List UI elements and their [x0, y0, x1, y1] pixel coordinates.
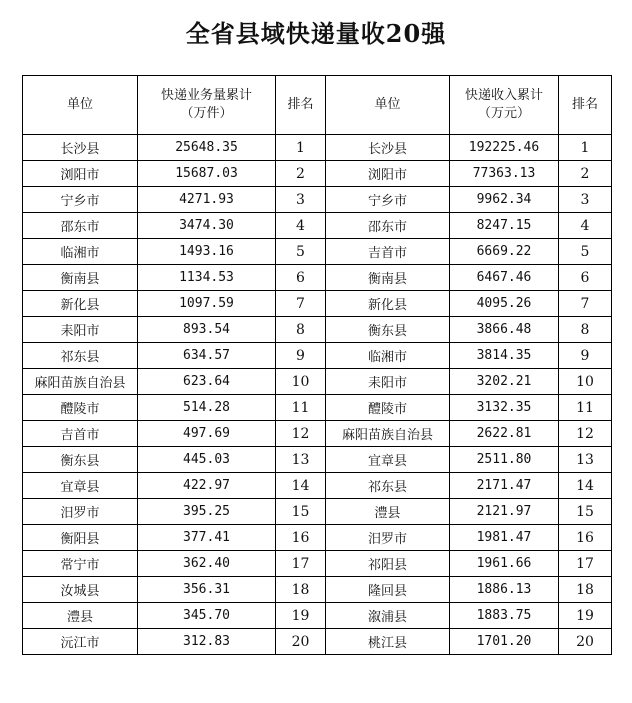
- volume-unit-cell: 临湘市: [23, 239, 138, 265]
- revenue-rank-cell: 3: [559, 187, 612, 213]
- volume-value-cell: 345.70: [138, 603, 276, 629]
- header-revenue-title: 快递收入累计: [464, 88, 543, 103]
- page-title: 全省县域快递量收20强: [185, 19, 447, 48]
- volume-value-cell: 1134.53: [138, 265, 276, 291]
- table-row: [23, 551, 612, 577]
- revenue-rank-cell: 5: [559, 239, 612, 265]
- revenue-rank-cell: 14: [559, 473, 612, 499]
- revenue-value-cell: 1981.47: [450, 525, 559, 551]
- revenue-rank-cell: 16: [559, 525, 612, 551]
- revenue-unit-cell: 长沙县: [326, 135, 450, 161]
- revenue-value-cell: 192225.46: [450, 135, 559, 161]
- volume-rank-cell: 16: [276, 525, 326, 551]
- revenue-value-cell: 2171.47: [450, 473, 559, 499]
- revenue-rank-cell: 1: [559, 135, 612, 161]
- revenue-unit-cell: 醴陵市: [326, 395, 450, 421]
- volume-value-cell: 1097.59: [138, 291, 276, 317]
- table-row: [23, 291, 612, 317]
- revenue-rank-cell: 13: [559, 447, 612, 473]
- revenue-value-cell: 1886.13: [450, 577, 559, 603]
- volume-value-cell: 15687.03: [138, 161, 276, 187]
- volume-rank-cell: 17: [276, 551, 326, 577]
- revenue-value-cell: 9962.34: [450, 187, 559, 213]
- revenue-value-cell: 1883.75: [450, 603, 559, 629]
- header-unit-left: 单位: [23, 76, 138, 135]
- volume-rank-cell: 11: [276, 395, 326, 421]
- volume-value-cell: 25648.35: [138, 135, 276, 161]
- revenue-unit-cell: 吉首市: [326, 239, 450, 265]
- revenue-rank-cell: 6: [559, 265, 612, 291]
- volume-value-cell: 312.83: [138, 629, 276, 655]
- revenue-unit-cell: 溆浦县: [326, 603, 450, 629]
- volume-rank-cell: 18: [276, 577, 326, 603]
- table-row: [23, 395, 612, 421]
- volume-value-cell: 377.41: [138, 525, 276, 551]
- volume-unit-cell: 麻阳苗族自治县: [23, 369, 138, 395]
- volume-rank-cell: 2: [276, 161, 326, 187]
- revenue-unit-cell: 隆回县: [326, 577, 450, 603]
- table-row: [23, 239, 612, 265]
- volume-unit-cell: 吉首市: [23, 421, 138, 447]
- revenue-rank-cell: 20: [559, 629, 612, 655]
- revenue-unit-cell: 邵东市: [326, 213, 450, 239]
- volume-rank-cell: 20: [276, 629, 326, 655]
- revenue-value-cell: 6467.46: [450, 265, 559, 291]
- volume-unit-cell: 浏阳市: [23, 161, 138, 187]
- revenue-unit-cell: 衡东县: [326, 317, 450, 343]
- volume-rank-cell: 14: [276, 473, 326, 499]
- volume-unit-cell: 汨罗市: [23, 499, 138, 525]
- revenue-rank-cell: 9: [559, 343, 612, 369]
- revenue-value-cell: 8247.15: [450, 213, 559, 239]
- revenue-rank-cell: 11: [559, 395, 612, 421]
- volume-unit-cell: 宜章县: [23, 473, 138, 499]
- revenue-rank-cell: 2: [559, 161, 612, 187]
- table-row: [23, 629, 612, 655]
- volume-rank-cell: 6: [276, 265, 326, 291]
- table-row: [23, 499, 612, 525]
- revenue-value-cell: 6669.22: [450, 239, 559, 265]
- volume-unit-cell: 衡南县: [23, 265, 138, 291]
- volume-rank-cell: 9: [276, 343, 326, 369]
- revenue-unit-cell: 新化县: [326, 291, 450, 317]
- header-rank-right: 排名: [559, 76, 612, 135]
- volume-unit-cell: 长沙县: [23, 135, 138, 161]
- revenue-unit-cell: 衡南县: [326, 265, 450, 291]
- revenue-rank-cell: 18: [559, 577, 612, 603]
- revenue-unit-cell: 耒阳市: [326, 369, 450, 395]
- volume-value-cell: 4271.93: [138, 187, 276, 213]
- revenue-unit-cell: 麻阳苗族自治县: [326, 421, 450, 447]
- volume-rank-cell: 7: [276, 291, 326, 317]
- volume-value-cell: 395.25: [138, 499, 276, 525]
- table-row: [23, 265, 612, 291]
- volume-value-cell: 497.69: [138, 421, 276, 447]
- revenue-value-cell: 2121.97: [450, 499, 559, 525]
- table-row: [23, 447, 612, 473]
- revenue-unit-cell: 汨罗市: [326, 525, 450, 551]
- revenue-value-cell: 77363.13: [450, 161, 559, 187]
- volume-unit-cell: 衡阳县: [23, 525, 138, 551]
- volume-value-cell: 893.54: [138, 317, 276, 343]
- table-row: [23, 369, 612, 395]
- revenue-rank-cell: 19: [559, 603, 612, 629]
- volume-unit-cell: 常宁市: [23, 551, 138, 577]
- revenue-rank-cell: 7: [559, 291, 612, 317]
- volume-value-cell: 356.31: [138, 577, 276, 603]
- table-row: [23, 421, 612, 447]
- table-row: [23, 473, 612, 499]
- header-volume-title: 快递业务量累计: [160, 88, 252, 103]
- volume-unit-cell: 邵东市: [23, 213, 138, 239]
- header-volume-unit: （万件）: [180, 106, 233, 121]
- volume-value-cell: 362.40: [138, 551, 276, 577]
- revenue-value-cell: 3132.35: [450, 395, 559, 421]
- table-row: [23, 187, 612, 213]
- revenue-unit-cell: 祁东县: [326, 473, 450, 499]
- revenue-unit-cell: 宁乡市: [326, 187, 450, 213]
- volume-value-cell: 514.28: [138, 395, 276, 421]
- table-row: [23, 525, 612, 551]
- revenue-unit-cell: 澧县: [326, 499, 450, 525]
- volume-rank-cell: 5: [276, 239, 326, 265]
- table-row: [23, 603, 612, 629]
- volume-rank-cell: 3: [276, 187, 326, 213]
- header-unit-right: 单位: [326, 76, 450, 135]
- revenue-unit-cell: 祁阳县: [326, 551, 450, 577]
- volume-unit-cell: 祁东县: [23, 343, 138, 369]
- volume-value-cell: 634.57: [138, 343, 276, 369]
- volume-unit-cell: 沅江市: [23, 629, 138, 655]
- table-row: [23, 161, 612, 187]
- table-row: [23, 577, 612, 603]
- revenue-rank-cell: 17: [559, 551, 612, 577]
- volume-unit-cell: 醴陵市: [23, 395, 138, 421]
- header-revenue-unit: （万元）: [477, 106, 530, 121]
- volume-rank-cell: 13: [276, 447, 326, 473]
- volume-value-cell: 422.97: [138, 473, 276, 499]
- volume-unit-cell: 宁乡市: [23, 187, 138, 213]
- header-rank-left: 排名: [276, 76, 326, 135]
- revenue-value-cell: 4095.26: [450, 291, 559, 317]
- revenue-unit-cell: 临湘市: [326, 343, 450, 369]
- ranking-table: [22, 75, 612, 655]
- revenue-rank-cell: 10: [559, 369, 612, 395]
- volume-rank-cell: 19: [276, 603, 326, 629]
- volume-value-cell: 1493.16: [138, 239, 276, 265]
- revenue-unit-cell: 桃江县: [326, 629, 450, 655]
- table-row: [23, 317, 612, 343]
- revenue-unit-cell: 宜章县: [326, 447, 450, 473]
- header-volume: [138, 76, 276, 135]
- volume-unit-cell: 衡东县: [23, 447, 138, 473]
- volume-value-cell: 623.64: [138, 369, 276, 395]
- revenue-value-cell: 2622.81: [450, 421, 559, 447]
- revenue-rank-cell: 4: [559, 213, 612, 239]
- volume-rank-cell: 4: [276, 213, 326, 239]
- table-header-row: [23, 76, 612, 135]
- table-body: [23, 135, 612, 655]
- table-row: [23, 213, 612, 239]
- revenue-value-cell: 3202.21: [450, 369, 559, 395]
- volume-rank-cell: 15: [276, 499, 326, 525]
- revenue-rank-cell: 15: [559, 499, 612, 525]
- table-row: [23, 343, 612, 369]
- volume-rank-cell: 10: [276, 369, 326, 395]
- volume-rank-cell: 1: [276, 135, 326, 161]
- revenue-rank-cell: 8: [559, 317, 612, 343]
- revenue-unit-cell: 浏阳市: [326, 161, 450, 187]
- volume-unit-cell: 澧县: [23, 603, 138, 629]
- revenue-value-cell: 1961.66: [450, 551, 559, 577]
- volume-unit-cell: 新化县: [23, 291, 138, 317]
- volume-rank-cell: 8: [276, 317, 326, 343]
- volume-rank-cell: 12: [276, 421, 326, 447]
- revenue-rank-cell: 12: [559, 421, 612, 447]
- revenue-value-cell: 2511.80: [450, 447, 559, 473]
- volume-unit-cell: 汝城县: [23, 577, 138, 603]
- header-revenue: [450, 76, 559, 135]
- revenue-value-cell: 3866.48: [450, 317, 559, 343]
- volume-unit-cell: 耒阳市: [23, 317, 138, 343]
- volume-value-cell: 445.03: [138, 447, 276, 473]
- table-row: [23, 135, 612, 161]
- revenue-value-cell: 1701.20: [450, 629, 559, 655]
- volume-value-cell: 3474.30: [138, 213, 276, 239]
- revenue-value-cell: 3814.35: [450, 343, 559, 369]
